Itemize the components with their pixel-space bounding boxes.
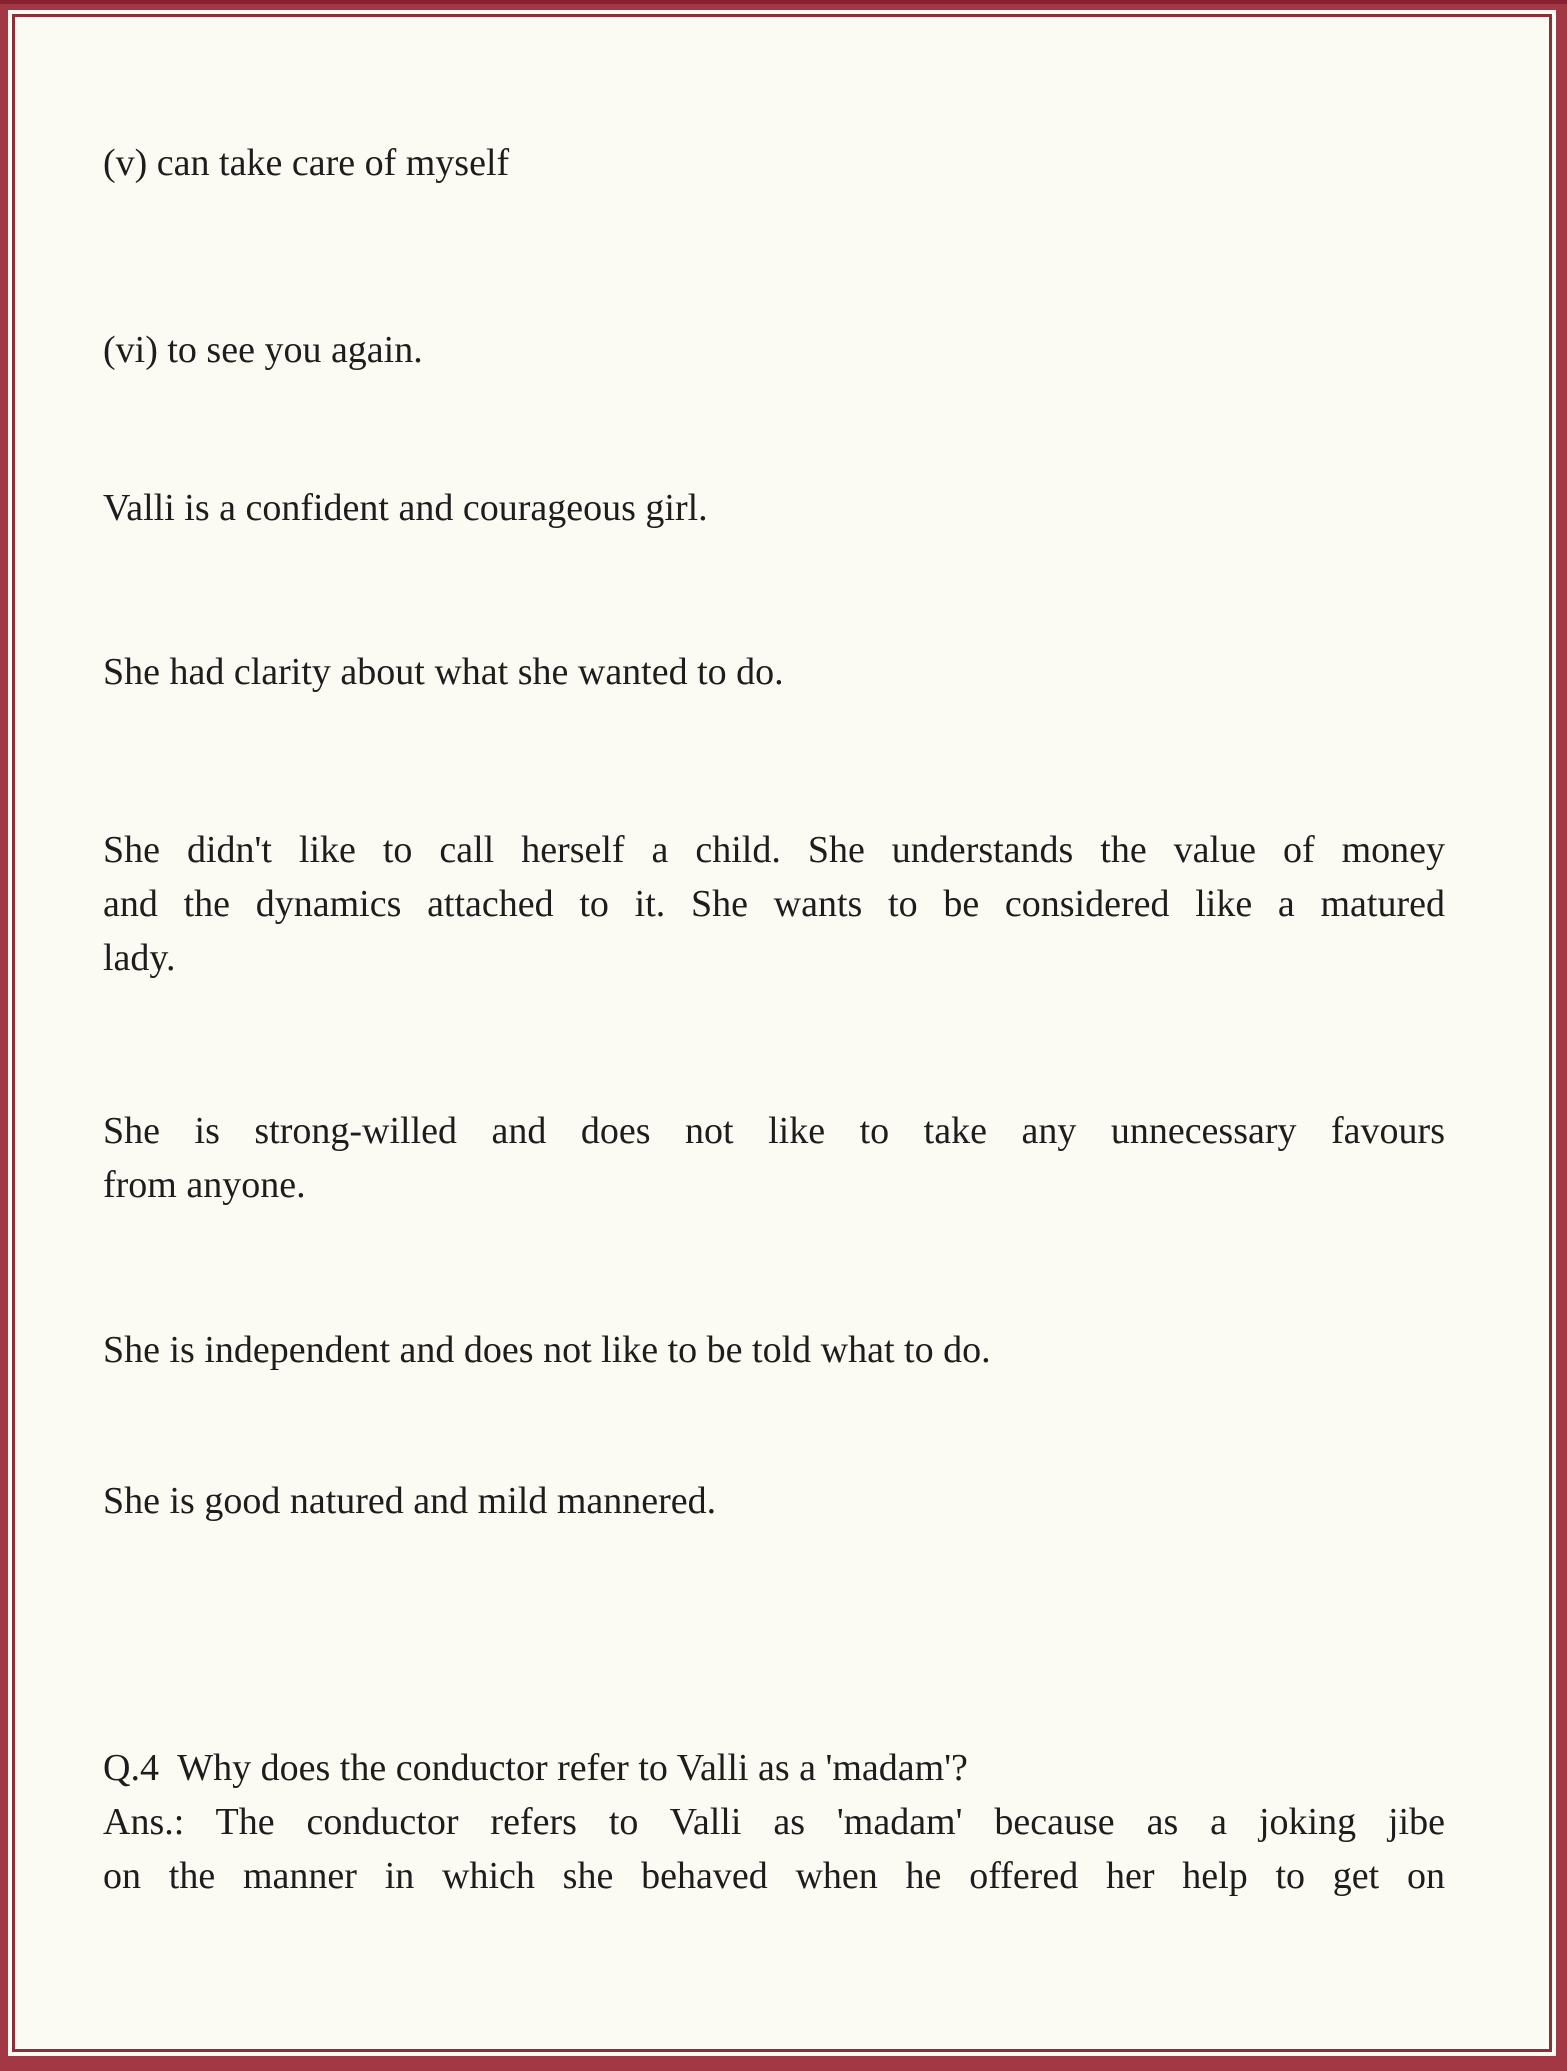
- answer-4-line2: on the manner in which she behaved when he offered her help to get on: [103, 1855, 1445, 1897]
- page-inner-frame: [12, 14, 1552, 2052]
- list-item-vi: (vi) to see you again.: [103, 329, 423, 371]
- list-item-v: (v) can take care of myself: [103, 142, 510, 184]
- paragraph-matured-lady-line3: lady.: [103, 937, 176, 979]
- paragraph-strong-willed: [103, 1104, 1445, 1212]
- paragraph-matured-lady-line2: and the dynamics attached to it. She wants to be considered like a matured: [103, 883, 1445, 925]
- statement-clarity: She had clarity about what she wanted to do.: [103, 651, 784, 693]
- paragraph-strong-willed-line1: She is strong-willed and does not like to take any unnecessary favours: [103, 1110, 1445, 1152]
- paragraph-strong-willed-line2: from anyone.: [103, 1164, 306, 1206]
- page-border-gap: [8, 10, 1556, 2056]
- statement-good-natured: She is good natured and mild mannered.: [103, 1480, 717, 1522]
- statement-independent: She is independent and does not like to be told what to do.: [103, 1329, 991, 1371]
- document-text-block: [103, 17, 1445, 1903]
- answer-4-line1: Ans.: The conductor refers to Valli as 'madam' because as a joking jibe: [103, 1801, 1445, 1843]
- paragraph-matured-lady: [103, 823, 1445, 985]
- statement-valli-confident: Valli is a confident and courageous girl.: [103, 487, 708, 529]
- question-answer-block: [103, 1741, 1445, 1903]
- question-4-text: Q.4 Why does the conductor refer to Valli as a 'madam'?: [103, 1747, 968, 1789]
- paragraph-matured-lady-line1: She didn't like to call herself a child. She understands the value of money: [103, 829, 1445, 871]
